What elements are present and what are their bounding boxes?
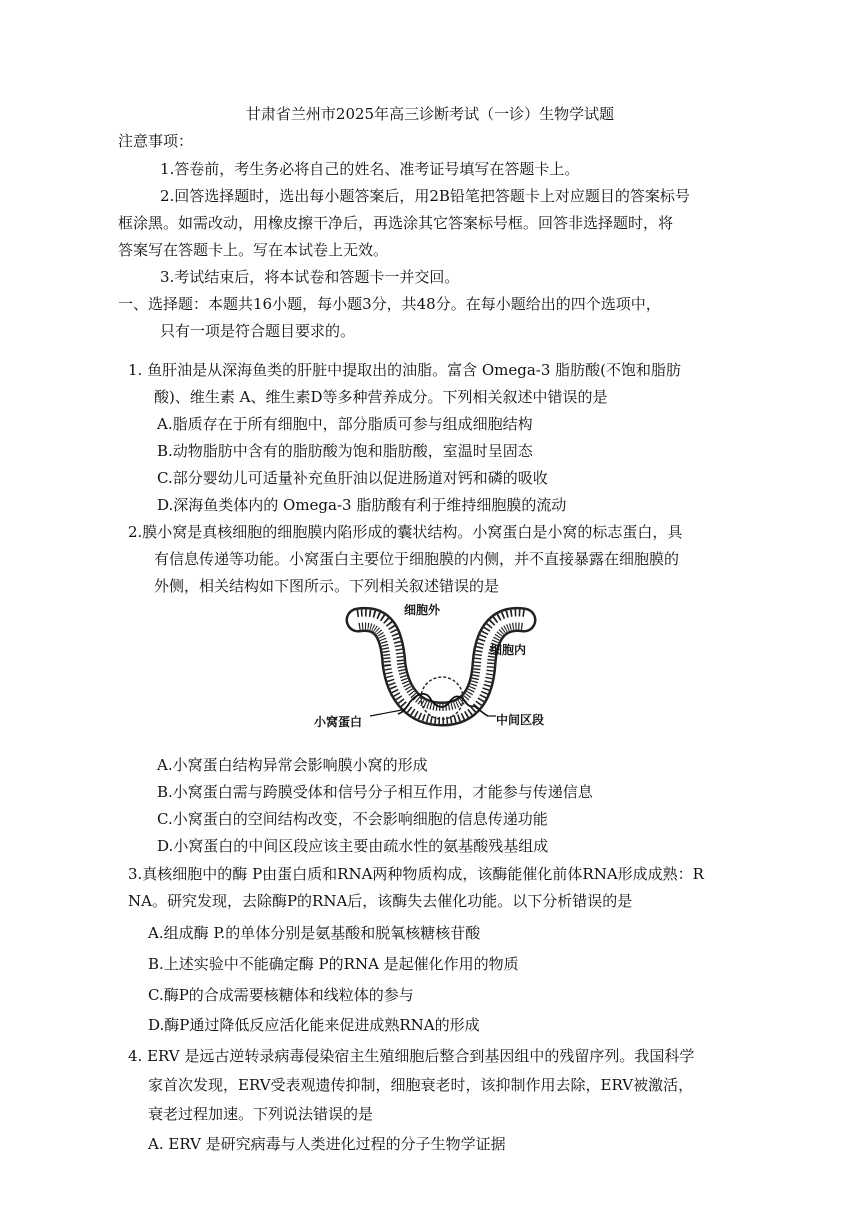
label-middle-segment: 中间区段 [496,713,545,727]
q2-option-b: B.小窝蛋白需与跨膜受体和信号分子相互作用，才能参与传递信息 [157,783,593,801]
page-title: 甘肃省兰州市2025年高三诊断考试（一诊）生物学试题 [245,105,615,123]
q2-option-d: D.小窝蛋白的中间区段应该主要由疏水性的氨基酸残基组成 [157,837,549,855]
notice-item: 1.答卷前，考生务必将自己的姓名、准考证号填写在答题卡上。 [160,160,580,178]
notice-item: 答案写在答题卡上。写在本试卷上无效。 [118,241,389,259]
q2-option-a: A.小窝蛋白结构异常会影响膜小窝的形成 [157,756,428,774]
caveola-diagram [310,598,572,736]
section-heading: 一、选择题：本题共16小题，每小题3分，共48分。在每小题给出的四个选项中， [118,295,661,313]
notice-item: 2.回答选择题时，选出每小题答案后，用2B铅笔把答题卡上对应题目的答案标号 [160,187,690,205]
q2-stem: 2.膜小窝是真核细胞的细胞膜内陷形成的囊状结构。小窝蛋白是小窝的标志蛋白，具 [128,523,683,541]
q3-option-a: A.组成酶 P.的单体分别是氨基酸和脱氧核糖核苷酸 [148,924,481,942]
q4-stem: 4. ERV 是远古逆转录病毒侵染宿主生殖细胞后整合到基因组中的残留序列。我国科学 [128,1047,695,1065]
notice-item: 3.考试结束后，将本试卷和答题卡一并交回。 [160,268,460,286]
q2-stem: 外侧，相关结构如下图所示。下列相关叙述错误的是 [154,577,500,595]
notice-item: 框涂黑。如需改动，用橡皮擦干净后，再选涂其它答案标号框。回答非选择题时，将 [118,214,674,232]
label-inside: 细胞内 [490,643,527,657]
q1-option-a: A.脂质存在于所有细胞中，部分脂质可参与组成细胞结构 [157,415,533,433]
q3-option-b: B.上述实验中不能确定酶 P的RNA 是起催化作用的物质 [148,955,519,973]
q1-stem: 酸)、维生素 A、维生素D等多种营养成分。下列相关叙述中错误的是 [154,388,608,406]
q3-option-d: D.酶P通过降低反应活化能来促进成熟RNA的形成 [148,1016,480,1034]
label-outside: 细胞外 [404,603,441,617]
q3-stem: NA。研究发现，去除酶P的RNA后，该酶失去催化功能。以下分析错误的是 [128,892,633,910]
q3-stem: 3.真核细胞中的酶 P由蛋白质和RNA两种物质构成，该酶能催化前体RNA形成成熟：R [128,865,704,883]
q2-option-c: C.小窝蛋白的空间结构改变，不会影响细胞的信息传递功能 [157,810,548,828]
q3-option-c: C.酶P的合成需要核糖体和线粒体的参与 [148,986,414,1004]
section-heading: 只有一项是符合题目要求的。 [160,322,356,340]
label-caveolin: 小窝蛋白 [314,715,363,729]
q1-option-d: D.深海鱼类体内的 Omega-3 脂肪酸有利于维持细胞膜的流动 [157,496,567,514]
q1-option-c: C.部分婴幼儿可适量补充鱼肝油以促进肠道对钙和磷的吸收 [157,469,548,487]
q2-stem: 有信息传递等功能。小窝蛋白主要位于细胞膜的内侧，并不直接暴露在细胞膜的 [154,550,680,568]
q4-stem: 衰老过程加速。下列说法错误的是 [148,1105,374,1123]
q1-option-b: B.动物脂肪中含有的脂肪酸为饱和脂肪酸，室温时呈固态 [157,442,533,460]
notice-heading: 注意事项： [118,132,194,150]
q1-stem: 1. 鱼肝油是从深海鱼类的肝脏中提取出的油脂。富含 Omega-3 脂肪酸(不饱和脂肪 [128,361,682,379]
q4-option-a: A. ERV 是研究病毒与人类进化过程的分子生物学证据 [148,1135,506,1153]
q4-stem: 家首次发现，ERV受表观遗传抑制，细胞衰老时，该抑制作用去除，ERV被激活， [148,1076,694,1094]
